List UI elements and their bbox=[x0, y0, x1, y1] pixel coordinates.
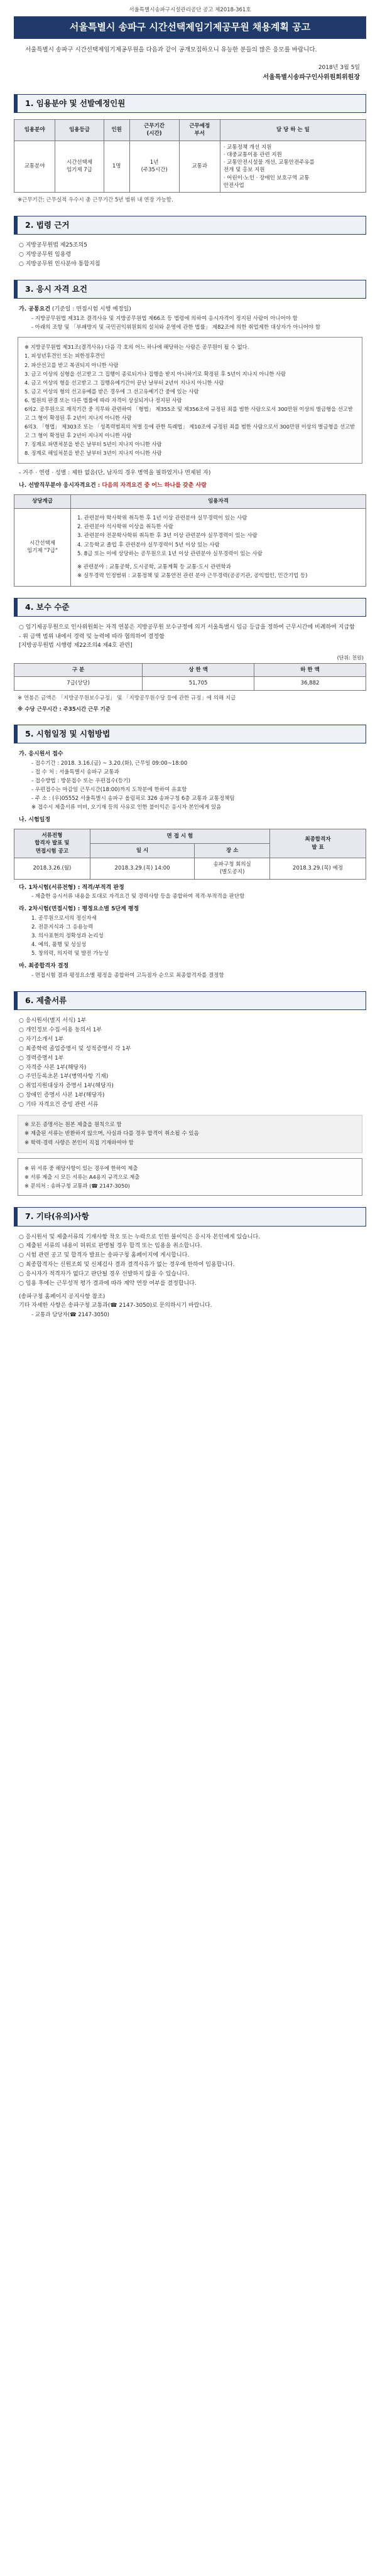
table-cell: 2018.3.29.(목) 14:00 bbox=[90, 858, 195, 879]
table-cell-duties: · 교통정책 개선 지원 · 대중교통이용 관련 지원 · 교통안전시설물 개선, 교통안전주유를 전개 및 홍보 지원 · 어린이·노인 · 장애인 보호구역 교통 안전사업 bbox=[220, 141, 366, 193]
list-item: ○ 응시원서(별지 서식) 1부 bbox=[19, 1018, 87, 1025]
table-header: 상당계급 bbox=[14, 495, 71, 508]
list-item: - 지방공무원법 제31조 결격사유 및 지방공무원법 제66조 등 법령에 의하여 응시자격이 정지된 사람이 아니어야 함 bbox=[31, 316, 298, 322]
table-header: 면 접 시 험 bbox=[90, 829, 269, 844]
positions-table bbox=[14, 119, 366, 193]
list-item: ○ 응시원서 및 제출서류의 기재사항 착오 또는 누락으로 인한 불이익은 응시자 본인에게 있습니다. bbox=[19, 1233, 261, 1240]
table-cell: 2018.3.29.(목) 예정 bbox=[270, 858, 366, 879]
table-cell-grade: 시간선택제 임기제 7급 bbox=[55, 141, 104, 193]
special-requirements: 나. 선발직무분야 응시자격요건 : 다음의 자격요건 중 어느 하나를 갖춘 사람 bbox=[19, 482, 207, 489]
list-item: ○ 지방공무원 인사분야 통합지침 bbox=[19, 260, 100, 267]
section-heading-3: 3. 응시 자격 요건 bbox=[14, 280, 366, 299]
table-cell: 36,882 bbox=[254, 677, 366, 690]
documents-notes-box: ※ 위 서류 중 해당사항이 있는 경우에 한하여 제출 ※ 서류 제출 시 모든 서류는 A4용지 규격으로 제출 ※ 문의처 : 송파구청 교통과 (☎ 2147-3050) bbox=[18, 1158, 362, 1196]
age-requirement: - 거주 · 연령 · 성별 : 제한 없음(단, 남자의 경우 병역을 필하였거나 면제된 자) bbox=[19, 469, 211, 476]
list-item: ○ 장애인 증명서 사본 1부(해당자) bbox=[19, 1092, 105, 1099]
table-cell-period: 1년 (주35시간) bbox=[129, 141, 179, 193]
table-cell: 51,705 bbox=[143, 677, 254, 690]
list-item: ○ 임용 후에는 근무성적 평가 결과에 따라 계약 연장 여부를 결정합니다. bbox=[19, 1280, 197, 1287]
table-header: 담 당 하 는 일 bbox=[220, 119, 366, 141]
list-item: ○ 시험 관련 공고 및 합격자 발표는 송파구청 홈페이지에 게시합니다. bbox=[19, 1252, 190, 1259]
table-header: 상 한 액 bbox=[143, 663, 254, 676]
list-item: ○ 경력증명서 1부 bbox=[19, 1055, 64, 1062]
table-header: 근무예정 부서 bbox=[179, 119, 220, 141]
schedule-label: 나. 시험일정 bbox=[19, 817, 51, 824]
common-requirements: 가. 공통요건 (기준일 : 면접시험 시행 예정일) - 지방공무원법 제31조 결격사유 및 지방공무원법 제66조 등 법령에 의하여 응시자격이 정지된 사람이 아니어야 함 - 아래의 조항 및 「부패방지 및 국민권익위원회의 설치와 운영에 관한 법률」 제82조에 의한 취업제한 대상자가 아니어야 함 bbox=[19, 305, 361, 332]
list-item: ○ 자기소개서 1부 bbox=[19, 1036, 64, 1043]
list-item: ○ 제출된 서류의 내용이 허위로 판명될 경우 합격 또는 임용을 취소합니다. bbox=[19, 1243, 202, 1250]
table-cell-rank: 시간선택제 임기제 "7급" bbox=[14, 508, 71, 586]
announcement-date: 2018년 3월 5일 bbox=[318, 65, 360, 72]
table-cell-field: 교통분야 bbox=[14, 141, 55, 193]
table-cell-count: 1명 bbox=[104, 141, 129, 193]
table-cell: 송파구청 회의실 (별도공지) bbox=[195, 858, 270, 879]
salary-text: ○ 임기제공무원으로 인사위원회는 자격 연봉은 지방공무원 보수규정에 의거 서울특별시 임금 등급을 정하여 근무시간에 비례하여 지급함 - 위 금액 범위 내에서 경력 및 능력에 따라 협의하여 결정함 [지방공무원법 시행령 제22조의4 제4호 관련] bbox=[19, 624, 355, 649]
qualification-table bbox=[14, 494, 366, 586]
page-title: 서울특별시 송파구 시간선택제임기제공무원 채용계획 공고 bbox=[14, 16, 366, 39]
section-heading-5: 5. 시험일정 및 시험방법 bbox=[14, 725, 366, 743]
table-header: 구 분 bbox=[14, 663, 143, 676]
table-cell-dept: 교통과 bbox=[179, 141, 220, 193]
list-item: ○ 응시자가 적격자가 없다고 판단될 경우 선발하지 않을 수 있습니다. bbox=[19, 1270, 190, 1277]
notice-list bbox=[19, 1233, 361, 1289]
table-header: 임용분야 bbox=[14, 119, 55, 141]
schedule-table bbox=[14, 829, 366, 880]
law-list bbox=[19, 241, 361, 269]
salary-table bbox=[14, 663, 366, 691]
section-note: ※근무기간: 근무실적 우수시 총 근무기간 5년 범위 내 연장 가능함. bbox=[18, 197, 173, 204]
list-item: ○ 최종합격자는 신원조회 및 신체검사 결과 결격사유가 없는 경우에 한하여 임용합니다. bbox=[19, 1262, 235, 1269]
salary-note: ※ 연봉은 금액은 「지방공무원보수규정」 및 「지방공무원수당 등에 관한 규정」에 의해 지급 bbox=[18, 695, 236, 701]
section-heading-4: 4. 보수 수준 bbox=[14, 598, 366, 617]
section-heading-2: 2. 법령 근거 bbox=[14, 216, 366, 235]
table-cell: 2018.3.26.(월) bbox=[14, 858, 90, 879]
list-item: ○ 자격증 사본 1부(해당자) bbox=[19, 1064, 87, 1071]
section-heading-1: 1. 임용분야 및 선발예정인원 bbox=[14, 94, 366, 113]
list-item: ○ 주민등록초본 1부(병역사항 기재) bbox=[19, 1073, 109, 1080]
documents-notice-box: ※ 모든 증명서는 원본 제출을 원칙으로 함 ※ 제출된 서류는 반환하지 않으며, 사실과 다를 경우 합격이 취소될 수 있음 ※ 학력·경력 사항은 본인이 직접 기재하여야 함 bbox=[18, 1115, 362, 1153]
list-item: ○ 개인정보 수집·이용 동의서 1부 bbox=[19, 1027, 102, 1034]
table-header: 서류전형 합격자 발표 및 면접시험 공고 bbox=[14, 829, 90, 858]
list-item: ○ 취업지원대상자 증명서 1부(해당자) bbox=[19, 1083, 114, 1090]
unit-label: (단위: 천원) bbox=[337, 655, 364, 661]
salary-note: ※ 수당 근무시간 : 주35시간 근무 기준 bbox=[18, 706, 111, 713]
table-header: 최종합격자 발 표 bbox=[270, 829, 366, 858]
section-heading-6: 6. 제출서류 bbox=[14, 991, 366, 1010]
table-cell: 7급(상당) bbox=[14, 677, 143, 690]
issuing-organization: 서울특별시송파구인사위원회위원장 bbox=[263, 74, 360, 82]
final-decision: 마. 최종합격자 결정 - 면접시험 결과 평정요소별 평정을 종합하여 고득점자 순으로 최종합격자를 결정함 bbox=[19, 963, 224, 979]
list-item: - 아래의 조항 및 「부패방지 및 국민권익위원회의 설치와 운영에 관한 법률」 제82조에 의한 취업제한 대상자가 아니어야 함 bbox=[31, 324, 321, 331]
table-header: 임용자격 bbox=[71, 495, 366, 508]
application-info: 가. 응시원서 접수 - 접수기간 : 2018. 3.16.(금) ~ 3.20.(화), 근무일 09:00~18:00 - 접 수 처 : 서울특별시 송파구 교통과 - 접수방법 : 방문접수 또는 우편접수(등기) - 우편접수는 마감일 근무시간(18:00)까지 도착분에 한하여 유효함 - 주 소 : (우)05552 서울특별시 송파구 올림픽로 326 송파구청 6층 교통과 교통정책팀 ※ 접수시 제출서류 미비, 오기재 등의 사유로 인한 불이익은 응시자 본인에게 있음 bbox=[19, 751, 235, 811]
announcement-number: 서울특별시송파구시설관리공단 공고 제2018-361호 bbox=[129, 7, 251, 13]
interview-info: 라. 2차시험(면접시험) : 평정요소별 5단계 평정 1. 공무원으로서의 정신자세 2. 전문지식과 그 응용능력 3. 의사표현의 정확성과 논리성 4. 예의, 품행 및 성실성 5. 창의력, 의지력 및 발전 가능성 bbox=[19, 906, 139, 957]
table-cell-qualifications: 1. 관련분야 학사학위 취득한 후 1년 이상 관련분야 실무경력이 있는 사람 2. 관련분야 석사학위 이상을 취득한 사람 3. 관련분야 전문학사학위 취득한 후 3년 이상 관련분야 실무경력이 있는 사람 4. 고등학교 졸업 후 관련분야 실무경력이 5년 이상 있는 사람 5. 8급 또는 이에 상당하는 공무원으로 1년 이상 관련분야 실무경력이 있는 사람 ※ 관련분야 : 교통공학, 도시공학, 교통계획 등 교통·도시 관련학과 ※ 실무경력 인정범위 : 교통정책 및 교통안전 관련 분야 근무경력(공공기관, 공익법인, 민간기업 등) bbox=[71, 508, 366, 586]
table-header: 인원 bbox=[104, 119, 129, 141]
list-item: ○ 지방공무원 임용령 bbox=[19, 251, 72, 258]
document-screening: 다. 1차시험(서류전형) : 적격/부적격 판정 - 제출한 응시서류 내용을 토대로 자격요건 및 경력사항 등을 종합하여 적격·부적격을 판단함 bbox=[19, 884, 245, 900]
table-header: 하 한 액 bbox=[254, 663, 366, 676]
list-item: ○ 최종학력 졸업증명서 및 성적증명서 각 1부 bbox=[19, 1045, 131, 1052]
disqualification-box: ※ 지방공무원법 제31조(결격사유) 다음 각 호의 어느 하나에 해당하는 사람은 공무원이 될 수 없다. 1. 피성년후견인 또는 피한정후견인 2. 파산선고를 받고 복권되지 아니한 사람 3. 금고 이상의 실형을 선고받고 그 집행이 종료되거나 집행을 받지 아니하기로 확정된 후 5년이 지나지 아니한 사람 4. 금고 이상의 형을 선고받고 그 집행유예기간이 끝난 날부터 2년이 지나지 아니한 사람 5. 금고 이상의 형의 선고유예를 받은 경우에 그 선고유예기간 중에 있는 사람 6. 법원의 판결 또는 다른 법률에 따라 자격이 상실되거나 정지된 사람 6의2. 공무원으로 재직기간 중 직무와 관련하여 「형법」 제355조 및 제356조에 규정된 죄를 범한 사람으로서 300만원 이상의 벌금형을 선고받고 그 형이 확정된 후 2년이 지나지 아니한 사람 6의3. 「형법」 제303조 또는 「성폭력범죄의 처벌 등에 관한 특례법」 제10조에 규정된 죄를 범한 사람으로서 300만원 이상의 벌금형을 선고받고 그 형이 확정된 후 2년이 지나지 아니한 사람 7. 징계로 파면처분을 받은 날부터 5년이 지나지 아니한 사람 8. 징계로 해임처분을 받은 날부터 3년이 지나지 아니한 사람 bbox=[18, 337, 362, 463]
table-header: 근무기간 (시간) bbox=[129, 119, 179, 141]
table-header: 일 시 bbox=[90, 844, 195, 858]
closing-text: (송파구청 홈페이지 공지사항 참조) 기타 자세한 사항은 송파구청 교통과(☎ 2147-3050)로 문의하시기 바랍니다. - 교통과 담당자(☎ 2147-3050) bbox=[19, 1292, 361, 1320]
table-header: 임용등급 bbox=[55, 119, 104, 141]
list-item: ○ 기타 자격요건 증빙 관련 서류 bbox=[19, 1101, 99, 1108]
contact-line: - 교통과 담당자(☎ 2147-3050) bbox=[31, 1312, 109, 1319]
list-item: ○ 지방공무원법 제25조의5 bbox=[19, 242, 88, 248]
intro-text: 서울특별시 송파구 시간선택제임기제공무원을 다음과 같이 공개모집하오니 유능한 분들의 많은 응모를 바랍니다. bbox=[25, 46, 317, 54]
section-heading-7: 7. 기타(유의)사항 bbox=[14, 1207, 366, 1226]
table-header: 장 소 bbox=[195, 844, 270, 858]
documents-list bbox=[19, 1016, 361, 1109]
